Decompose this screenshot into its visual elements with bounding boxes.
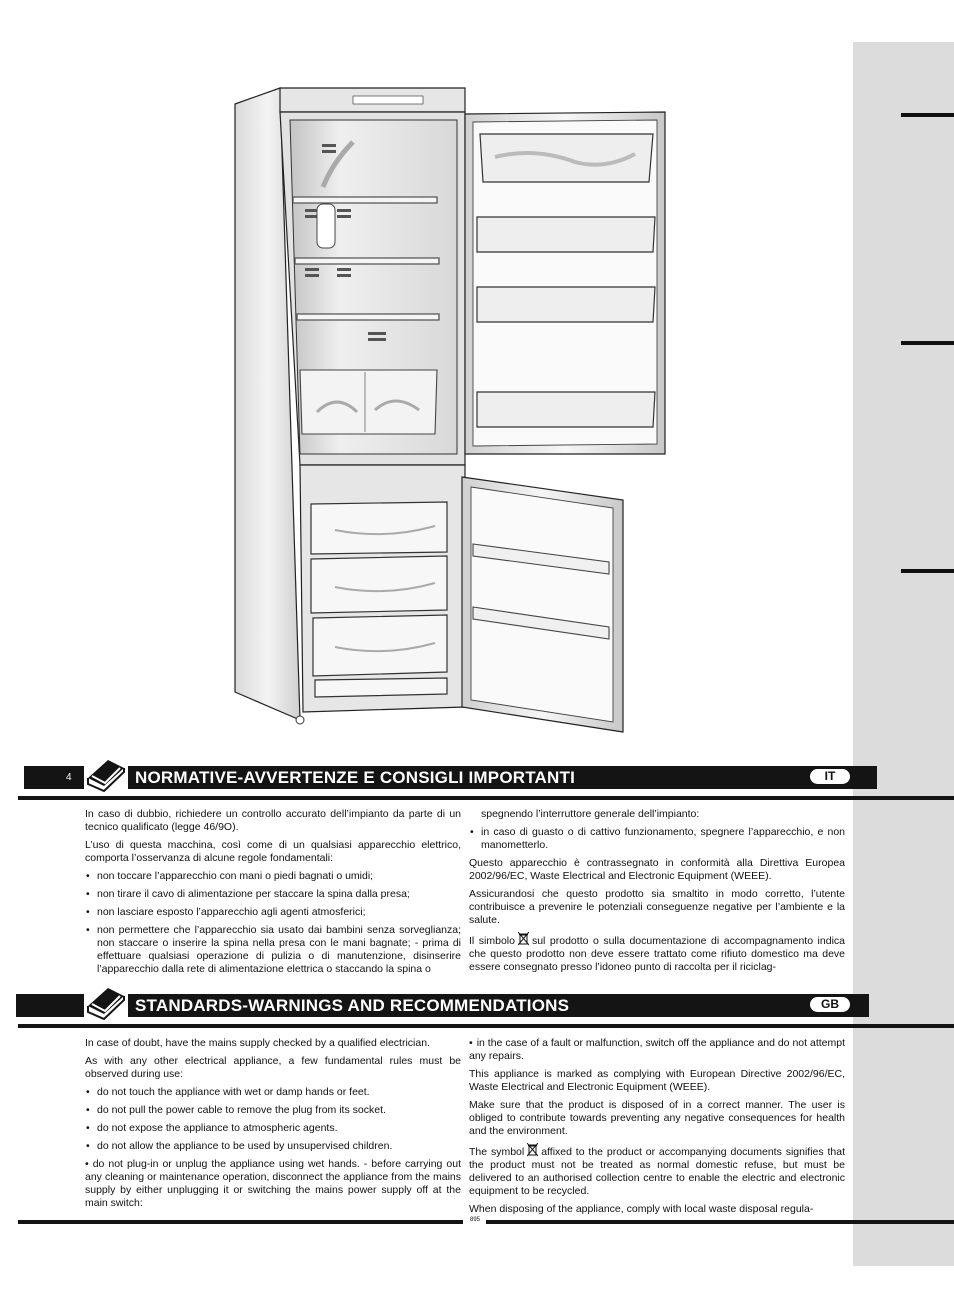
bullet-list bbox=[85, 870, 461, 976]
text-column-gb-left bbox=[85, 1037, 461, 1215]
list-item: • non lasciare esposto l’apparecchio agli agenti atmosferici; bbox=[85, 906, 461, 919]
text-column-gb-right bbox=[469, 1037, 845, 1221]
section-rule bbox=[18, 1024, 954, 1028]
bullet-list bbox=[469, 826, 845, 852]
footer-rule-right bbox=[486, 1220, 954, 1224]
weee-bin-icon bbox=[527, 1143, 538, 1157]
book-icon bbox=[84, 756, 128, 792]
paragraph bbox=[469, 932, 845, 974]
side-margin-strip bbox=[853, 42, 954, 1266]
section-title-it: NORMATIVE-AVVERTENZE E CONSIGLI IMPORTANTI bbox=[135, 768, 576, 787]
bullet-list bbox=[469, 1037, 845, 1063]
list-item: • do not allow the appliance to be used by unsupervised children. bbox=[85, 1140, 461, 1153]
refrigerator-illustration bbox=[225, 82, 685, 752]
text-span: Il simbolo bbox=[469, 935, 515, 947]
list-item: • in caso di guasto o di cattivo funzionamento, spegnere l’apparecchio, e non manometterlo. bbox=[469, 826, 845, 852]
side-tab-marker bbox=[901, 569, 954, 573]
text-column-it-right bbox=[469, 808, 845, 979]
list-item: • do not expose the appliance to atmospheric agents. bbox=[85, 1122, 461, 1135]
bullet-list bbox=[85, 1086, 461, 1210]
text-span: The symbol bbox=[469, 1146, 525, 1158]
list-item: • non permettere che l’apparecchio sia usato dai bambini senza sorveglianza; non staccare o inserire la spina nella presa con le mani bagnate; - prima di effettuare qualsiasi operazione di pulizia o di manutenzione, disinserire l’apparecchio dalla rete di alimentazione elettrica o staccando la spina o bbox=[85, 924, 461, 976]
footer-code: 895 bbox=[470, 1217, 481, 1223]
list-item: • do not pull the power cable to remove the plug from its socket. bbox=[85, 1104, 461, 1117]
text-span: sul prodotto o sulla documentazione di accompagnamento indica che questo prodotto non deve essere trattato come rifiuto domestico ma deve essere consegnato presso l’idoneo punto di raccolta per il riciclag- bbox=[469, 935, 845, 973]
side-tab-marker bbox=[901, 113, 954, 117]
paragraph: When disposing of the appliance, comply with local waste disposal regula- bbox=[469, 1203, 814, 1215]
language-badge-it: IT bbox=[810, 769, 850, 784]
book-icon bbox=[84, 984, 128, 1020]
paragraph bbox=[469, 1143, 845, 1198]
list-item: • non toccare l’apparecchio con mani o piedi bagnati o umidi; bbox=[85, 870, 461, 883]
text-column-it-left bbox=[85, 808, 461, 981]
footer-rule-left bbox=[18, 1220, 463, 1224]
language-badge-gb: GB bbox=[810, 997, 850, 1012]
side-tab-marker bbox=[901, 341, 954, 345]
paragraph: Questo apparecchio è contrassegnato in conformità alla Direttiva Europea 2002/96/EC, Waste Electrical and Electronic Equipment (WEEE). bbox=[469, 857, 845, 882]
paragraph: This appliance is marked as complying with European Directive 2002/96/EC, Waste Electrical and Electronic Equipment (WEEE). bbox=[469, 1068, 845, 1093]
section-rule bbox=[18, 796, 954, 800]
page-number: 4 bbox=[66, 772, 72, 783]
paragraph: L’uso di questa macchina, così come di un qualsiasi apparecchio elettrico, comporta l’osservanza di alcune regole fondamentali: bbox=[85, 839, 461, 864]
list-item: • do not plug-in or unplug the appliance using wet hands. - before carrying out any cleaning or maintenance operation, disconnect the appliance from the mains supply by either unplugging it or switching the mains power supply off at the main switch: bbox=[85, 1158, 461, 1210]
weee-bin-icon bbox=[518, 932, 529, 946]
section-title-gb: STANDARDS-WARNINGS AND RECOMMENDATIONS bbox=[135, 996, 570, 1015]
paragraph: In case of doubt, have the mains supply checked by a qualified electrician. bbox=[85, 1037, 430, 1049]
paragraph: Assicurandosi che questo prodotto sia smaltito in modo corretto, l’utente contribuisce a prevenire le potenziali conseguenze negative per l’ambiente e la salute. bbox=[469, 888, 845, 926]
paragraph: Make sure that the product is disposed of in a correct manner. The user is obliged to contribute towards preventing any negative consequences for health and the environment. bbox=[469, 1099, 845, 1137]
paragraph: In caso di dubbio, richiedere un controllo accurato dell’impianto da parte di un tecnico qualificato (legge 46/9O). bbox=[85, 808, 461, 833]
list-item: • do not touch the appliance with wet or damp hands or feet. bbox=[85, 1086, 461, 1099]
paragraph: As with any other electrical appliance, a few fundamental rules must be observed during use: bbox=[85, 1055, 461, 1080]
text-span: affixed to the product or accompanying documents signifies that the product must not be treated as normal domestic refuse, but must be delivered to an authorised collection centre to enable the electric and electronic equipment to be recycled. bbox=[469, 1146, 845, 1197]
list-item: • in the case of a fault or malfunction, switch off the appliance and do not attempt any repairs. bbox=[469, 1037, 845, 1063]
list-item: • non tirare il cavo di alimentazione per staccare la spina dalla presa; bbox=[85, 888, 461, 901]
paragraph: spegnendo l’interruttore generale dell’impianto: bbox=[481, 808, 700, 820]
